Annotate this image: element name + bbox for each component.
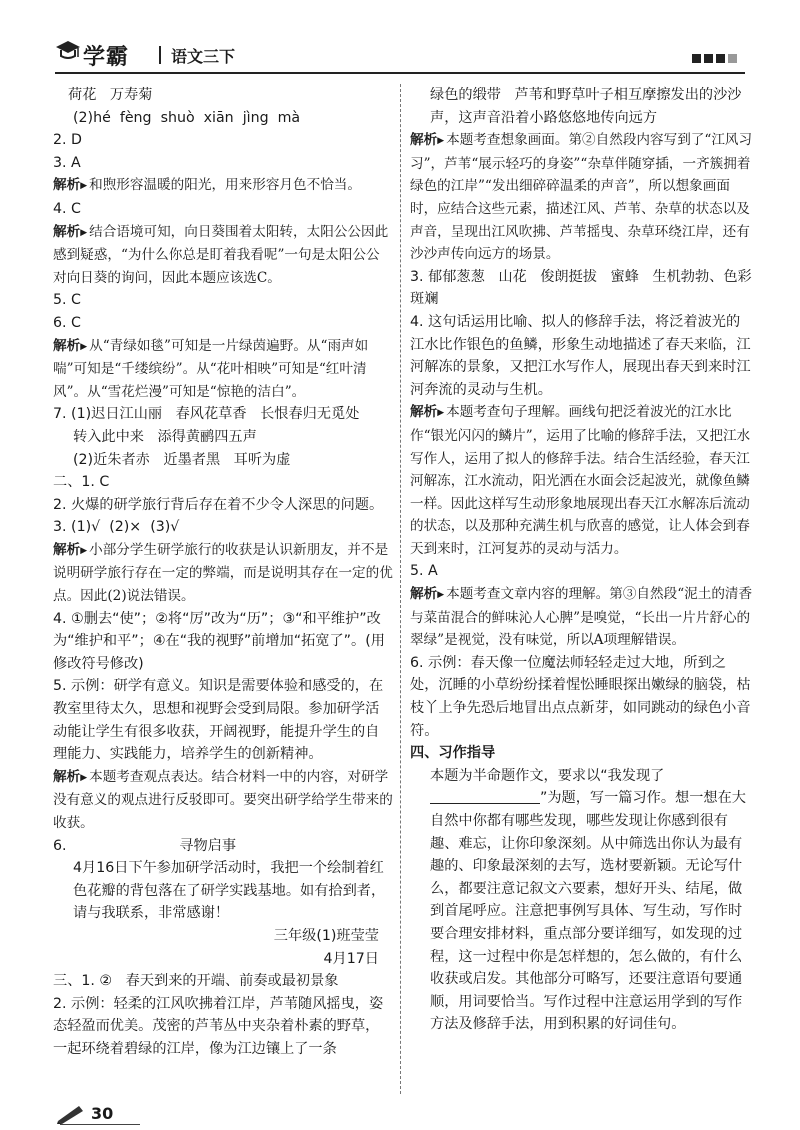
answer-text: (2)hé fèng shuò xiān jìng mà <box>73 109 301 126</box>
triangle-marker-icon: ▶ <box>80 772 88 783</box>
answer-line <box>410 652 754 742</box>
answer-line <box>410 742 754 765</box>
answer-text: 7. (1)迟日江山丽 春风花草香 长恨春归无觅处 <box>53 406 360 423</box>
header-separator <box>159 46 161 64</box>
answer-line <box>53 107 393 130</box>
answer-line <box>53 608 393 676</box>
triangle-marker-icon: ▶ <box>80 181 88 192</box>
header-decoration <box>692 54 737 63</box>
answer-text: 4. ①删去“使”；②将“厉”改为“历”；③“和平维护”改为“维护和平”；④在“我的视野”前增加“拓宽了”。(用修改符号修改) <box>53 610 385 672</box>
answer-text: 5. C <box>53 292 81 309</box>
answer-line <box>53 494 393 517</box>
analysis-text: 小部分学生研学旅行的收获是认识新朋友，并不是说明研学旅行存在一定的弊端，而是说明其存在一定的优点。因此(2)说法错误。 <box>53 541 393 605</box>
title-blank <box>430 789 540 804</box>
analysis-text: 结合语境可知，向日葵围着太阳转，太阳公公因此感到疑惑，“为什么你总是盯着我看呢”一句是太阳公公对向日葵的询问，因此本题应该选C。 <box>53 223 389 286</box>
analysis-block <box>53 174 393 198</box>
answer-line <box>53 857 393 925</box>
answer-text: 荷花 万寿菊 <box>68 87 153 103</box>
triangle-marker-icon: ▶ <box>437 590 445 601</box>
analysis-text: 和煦形容温暖的阳光，用来形容月色不恰当。 <box>89 177 361 194</box>
answer-line <box>53 449 393 472</box>
answer-text: 3. 郁郁葱葱 山花 俊朗挺拔 蜜蜂 生机勃勃、色彩斑斓 <box>410 268 752 308</box>
brand-name: 学霸 <box>83 45 130 70</box>
answer-text-continued: ”为题，写一篇习作。想一想在大自然中你都有哪些发现，哪些发现让你感到很有趣、难忘，让你印象深刻。从中筛选出你认为最有趣的、印象最深刻的去写，选材要新颖。无论写什么，都要注意记叙文六要素，想好开头、结尾，做到首尾呼应。注意把事例写具体、写生动，写作时要合理安排材料，重点部分要详细写，如发现的过程，这一过程中你是怎样想的，怎么做的，有什么收获或启发。其他部分可略写，还要注意语句要通顺，用词要恰当。写作过程中注意运用学到的写作方法及修辞手法，用到积累的好词佳句。 <box>430 790 746 1033</box>
analysis-block <box>410 583 754 652</box>
triangle-marker-icon: ▶ <box>437 408 445 419</box>
subject-title: 语文三下 <box>171 47 236 66</box>
pencil-icon <box>55 1102 89 1124</box>
answer-line <box>53 312 393 335</box>
analysis-tag: 解析 <box>410 132 438 149</box>
answer-line <box>410 266 754 311</box>
analysis-text: 从“青绿如毯”可知是一片绿茵遍野。从“雨声如喘”可知是“千缕缤纷”。从“花叶相映”可知是“红叶清风”。从“雪花烂漫”可知是“惊艳的洁白”。 <box>53 337 369 400</box>
answer-text: 5. 示例：研学有意义。知识是需要体验和感受的，在教室里待太久，思想和视野会受到局限。参加研学活动能让学生有很多收获，开阔视野，能提升学生的自理能力、实践能力，培养学生的创新精神。 <box>53 678 384 763</box>
answer-line <box>53 993 393 1061</box>
header-rule <box>55 72 745 74</box>
answer-text: 二、1. C <box>53 474 110 491</box>
answer-line <box>410 84 754 129</box>
answer-line <box>53 471 393 494</box>
answer-line <box>53 426 393 449</box>
answer-text: 3. (1)√ (2)× (3)√ <box>53 519 180 536</box>
analysis-block <box>53 766 393 835</box>
answer-line <box>410 560 754 583</box>
answer-text: 4. C <box>53 200 81 217</box>
answer-text: 5. A <box>410 563 438 580</box>
answer-text: 3. A <box>53 154 81 171</box>
answer-text: 6. 示例：春天像一位魔法师轻轻走过大地，所到之处，沉睡的小草纷纷揉着惺忪睡眼探出嫩绿的脑袋，枯枝丫上争先恐后地冒出点点新芽，如同跳动的绿色小音符。 <box>410 654 751 739</box>
answer-text: 4月17日 <box>323 950 379 967</box>
analysis-text: 本题考查文章内容的理解。第③自然段“泥土的清香与菜苗混合的鲜味沁人心脾”是嗅觉，“长出一片片舒心的翠绿”是视觉，没有味觉，所以A项理解错误。 <box>410 586 753 649</box>
answer-line <box>53 84 393 107</box>
answer-line <box>53 970 393 993</box>
triangle-marker-icon: ▶ <box>437 136 445 147</box>
analysis-tag: 解析 <box>53 177 81 194</box>
answer-text: 三、1. ② 春天到来的开端、前奏或最初景象 <box>53 973 339 990</box>
page-number: 30 <box>91 1104 114 1123</box>
answer-line <box>53 675 393 765</box>
answer-line <box>53 152 393 175</box>
answer-text: 绿色的缎带 芦苇和野草叶子相互摩擦发出的沙沙声，这声音沿着小路悠悠地传向远方 <box>430 87 742 126</box>
answer-text: 三年级(1)班莹莹 <box>273 927 379 944</box>
answer-text: 2. 示例：轻柔的江风吹拂着江岸，芦苇随风摇曳，姿态轻盈而优美。茂密的芦苇丛中夹杂着朴素的野草，一起环绕着碧绿的江岸，像为江边镶上了一条 <box>53 995 384 1057</box>
analysis-text: 本题考查观点表达。结合材料一中的内容，对研学没有意义的观点进行反驳即可。要突出研学给学生带来的收获。 <box>53 768 393 831</box>
triangle-marker-icon: ▶ <box>80 341 88 352</box>
answer-text: 6. 寻物启事 <box>53 837 237 854</box>
triangle-marker-icon: ▶ <box>80 545 88 556</box>
analysis-tag: 解析 <box>53 541 81 558</box>
analysis-tag: 解析 <box>53 768 81 785</box>
answer-line <box>53 289 393 312</box>
analysis-tag: 解析 <box>410 586 438 603</box>
footer-rule <box>60 1124 140 1125</box>
answer-text: 转入此中来 添得黄鹂四五声 <box>73 428 257 445</box>
answer-line <box>410 311 754 401</box>
answer-line <box>53 129 393 152</box>
analysis-block <box>410 129 754 266</box>
answer-line <box>410 765 754 1036</box>
column-divider <box>400 84 401 1094</box>
analysis-tag: 解析 <box>53 337 81 354</box>
answer-text: 四、习作指导 <box>410 745 496 762</box>
answer-text: 2. 火爆的研学旅行背后存在着不少令人深思的问题。 <box>53 496 384 513</box>
answer-text: 4月16日下午参加研学活动时，我把一个绘制着红色花瓣的背包落在了研学实践基地。如有拾到者，请与我联系，非常感谢！ <box>73 860 386 922</box>
analysis-tag: 解析 <box>53 223 81 240</box>
page-header <box>55 36 745 72</box>
triangle-marker-icon: ▶ <box>80 227 88 238</box>
answer-column-right <box>410 84 754 1036</box>
answer-line <box>53 925 393 948</box>
answer-line <box>53 403 393 426</box>
analysis-block <box>53 335 393 404</box>
graduation-cap-icon <box>55 38 81 64</box>
answer-text: (2)近朱者赤 近墨者黑 耳听为虚 <box>73 451 291 468</box>
answer-line <box>53 516 393 539</box>
answer-text: 4. 这句话运用比喻、拟人的修辞手法，将泛着波光的江水比作银色的鱼鳞，形象生动地描述了春天来临，江河解冻的景象，又把江水写作人，展现出春天到来时江河奔流的灵动与生机。 <box>410 313 751 398</box>
answer-line <box>53 835 393 858</box>
analysis-block <box>53 221 393 290</box>
analysis-block <box>410 401 754 560</box>
answer-text: 本题为半命题作文，要求以“我发现了 <box>430 767 665 784</box>
answer-line <box>53 948 393 971</box>
analysis-text: 本题考查句子理解。画线句把泛着波光的江水比作“银光闪闪的鳞片”，运用了比喻的修辞手法，又把江水写作人，运用了拟人的修辞手法。结合生活经验，春天江河解冻，江水流动，阳光洒在水面会泛起波光，就像鱼鳞一样。因此这样写生动形象地展现出春天江水解冻后流动的状态，以及那种充满生机与欣喜的感觉，让人体会到春天到来时，江河复苏的灵动与活力。 <box>410 404 751 557</box>
answer-text: 2. D <box>53 132 82 149</box>
answer-text: 6. C <box>53 314 81 331</box>
answer-line <box>53 198 393 221</box>
analysis-tag: 解析 <box>410 404 438 421</box>
analysis-text: 本题考查想象画面。第②自然段内容写到了“江风习习”，芦苇“展示轻巧的身姿”“杂草伴随穿插，一齐簇拥着绿色的江岸”“发出细碎碎温柔的声音”，所以想象画面时，应结合这些元素，描述江风、芦苇、杂草的状态以及声音，呈现出江风吹拂、芦苇摇曳、杂草环绕江岸，还有沙沙声传向远方的场景。 <box>410 132 753 263</box>
answer-column-left <box>53 84 393 1061</box>
analysis-block <box>53 539 393 608</box>
